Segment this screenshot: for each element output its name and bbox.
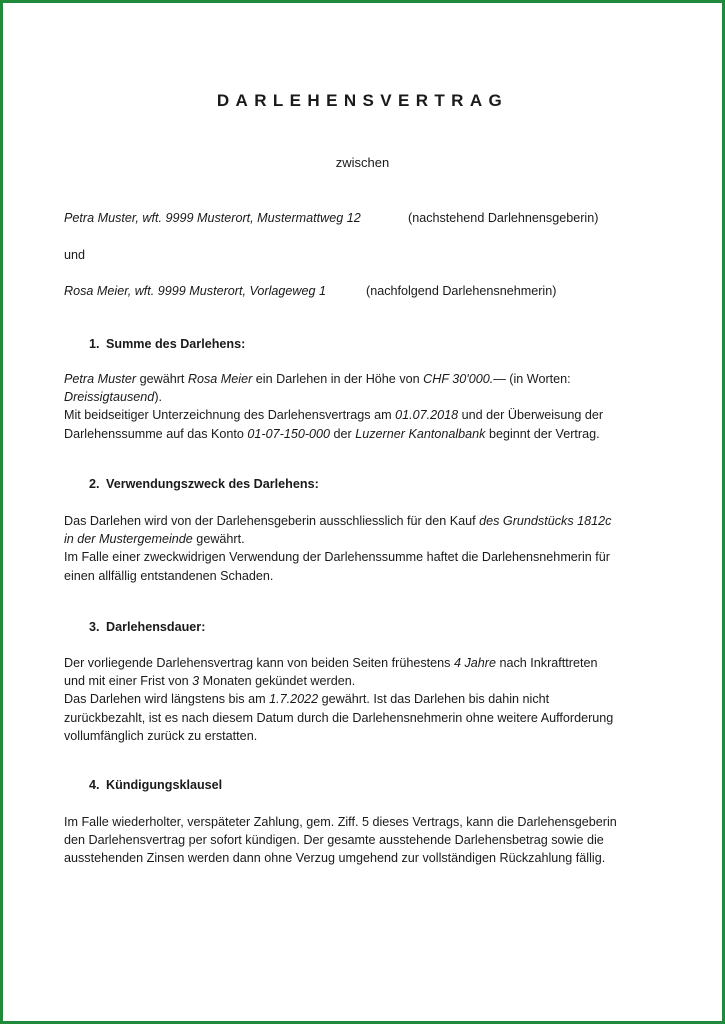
section-number: 2. (89, 477, 100, 491)
text-line (64, 727, 664, 745)
text-run: ausstehenden Zinsen werden dann ohne Verzug umgehend zur vollständigen Rückzahlung fällig. (64, 851, 606, 866)
property-ref: des Grundstücks 1812c (479, 514, 612, 528)
document-title: DARLEHENSVERTRAG (216, 91, 509, 110)
account-number: 01-07-150-000 (247, 426, 331, 441)
term-years: 4 Jahre (453, 656, 496, 670)
text-run: Mit beidseitiger Unterzeichnung des Darlehensvertrags am (64, 408, 396, 423)
lender-name: Petra Muster, wft. 9999 Musterort, Mustermattweg 12 (64, 211, 361, 225)
text-run: gewährt (136, 372, 188, 386)
text-line (64, 530, 664, 548)
text-run: Im Falle wiederholter, verspäteter Zahlung, gem. Ziff. 5 dieses Vertrags, kann die Darlehensgeberin (64, 815, 617, 829)
text-line (64, 654, 664, 672)
text-run: einen allfällig entstandenen Schaden. (64, 568, 274, 583)
text-run: Darlehenssumme auf das Konto (64, 426, 248, 441)
section-4-heading (89, 778, 222, 792)
text-line (64, 849, 664, 867)
section-title: Verwendungszweck des Darlehens: (106, 477, 319, 491)
text-run: vollumfänglich zurück zu erstatten. (64, 728, 258, 743)
borrower-name-ref: Rosa Meier (187, 372, 253, 386)
section-3-body (64, 654, 664, 745)
section-3-heading (89, 620, 205, 634)
text-line (64, 813, 664, 831)
section-1-heading (89, 337, 245, 351)
text-run: (in Worten: (505, 372, 571, 386)
text-line (64, 831, 664, 849)
borrower-role: (nachfolgend Darlehensnehmerin) (366, 284, 557, 298)
notice-months: 3 (192, 674, 200, 689)
and-label: und (64, 248, 86, 262)
text-run: und mit einer Frist von (64, 674, 193, 689)
borrower-name: Rosa Meier, wft. 9999 Musterort, Vorlageweg 1 (64, 284, 327, 298)
section-number: 1. (89, 337, 100, 351)
between-label: zwischen (335, 155, 390, 170)
text-line (64, 690, 664, 708)
municipality-ref: in der Mustergemeinde (64, 532, 193, 547)
text-run: beginnt der Vertrag. (485, 426, 600, 441)
text-run: Im Falle einer zweckwidrigen Verwendung der Darlehenssumme haftet die Darlehensnehmerin für (64, 550, 611, 565)
section-title: Summe des Darlehens: (106, 337, 246, 351)
text-line (64, 425, 664, 443)
section-number: 4. (89, 778, 100, 792)
text-line (64, 512, 664, 530)
text-run: Das Darlehen wird von der Darlehensgeberin ausschliesslich für den Kauf (64, 514, 480, 528)
text-run: ). (154, 390, 163, 405)
text-run: Der vorliegende Darlehensvertrag kann von beiden Seiten frühestens (64, 656, 454, 670)
section-2-heading (89, 477, 319, 491)
section-4-body (64, 813, 664, 868)
text-line (64, 388, 664, 406)
text-line (64, 709, 664, 727)
end-date: 1.7.2022 (269, 692, 319, 707)
text-run: zurückbezahlt, ist es nach diesem Datum durch die Darlehensnehmerin ohne weitere Aufforderung (64, 710, 614, 725)
text-run: nach Inkrafttreten (495, 656, 598, 670)
text-run: ein Darlehen in der Höhe von (252, 372, 424, 386)
text-run: der (330, 426, 356, 441)
text-line (64, 406, 664, 424)
lender-name-ref: Petra Muster (64, 372, 137, 386)
text-run: den Darlehensvertrag per sofort kündigen. Der gesamte ausstehende Darlehensbetrag sowie die (64, 833, 604, 848)
lender-party (64, 211, 599, 225)
text-run: Das Darlehen wird längstens bis am (64, 692, 270, 707)
section-title: Kündigungsklausel (106, 778, 223, 792)
text-run: gewährt. (192, 532, 245, 547)
text-line (64, 370, 664, 388)
section-number: 3. (89, 620, 100, 634)
lender-role: (nachstehend Darlehnensgeberin) (408, 211, 599, 225)
section-1-body (64, 370, 664, 443)
text-run: Monaten gekündet werden. (199, 674, 356, 689)
text-line (64, 567, 664, 585)
contract-date: 01.07.2018 (395, 408, 459, 423)
text-run: und der Überweisung der (458, 408, 604, 423)
borrower-party (64, 284, 557, 298)
section-2-body (64, 512, 664, 585)
section-title: Darlehensdauer: (106, 620, 206, 634)
text-line (64, 548, 664, 566)
bank-name: Luzerner Kantonalbank (355, 426, 486, 441)
amount-in-words: Dreissigtausend (64, 390, 155, 405)
loan-amount: CHF 30'000.— (423, 372, 506, 386)
text-line (64, 672, 664, 690)
text-run: gewährt. Ist das Darlehen bis dahin nicht (318, 692, 550, 707)
